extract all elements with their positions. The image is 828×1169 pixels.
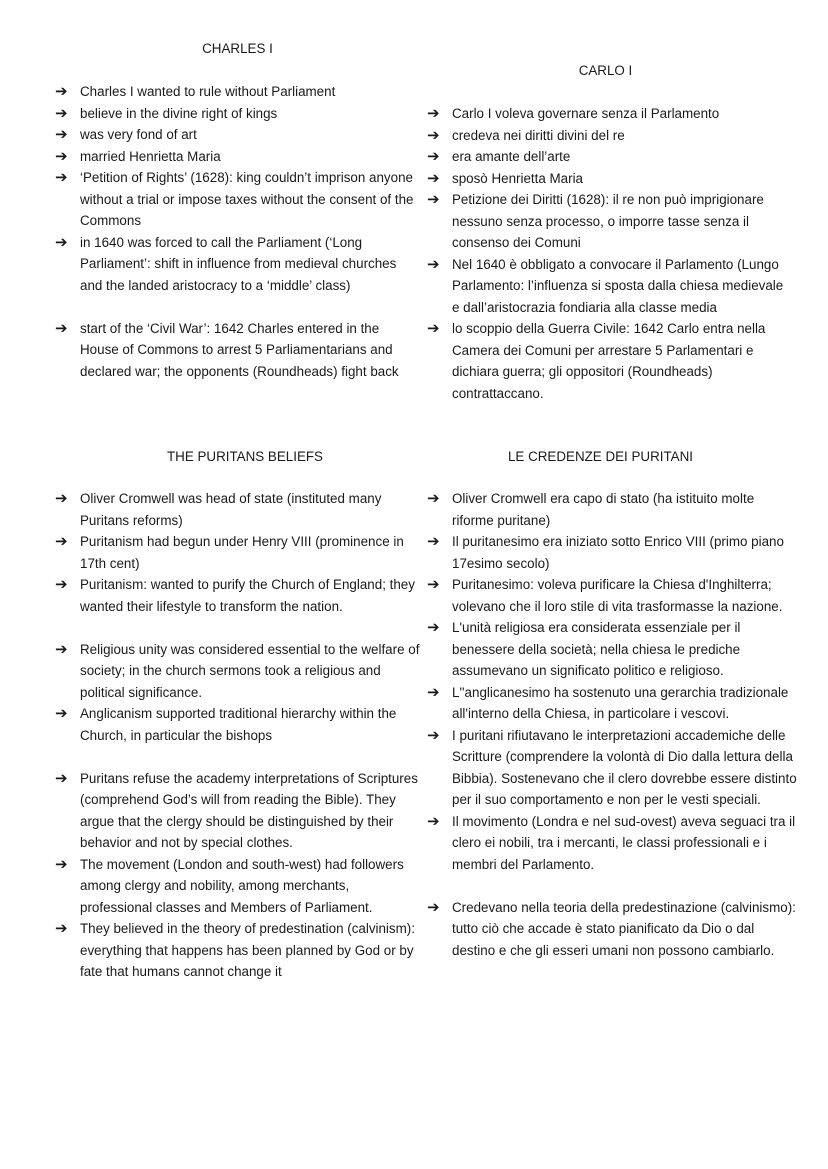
arrow-right-icon: ➔ (55, 104, 68, 122)
puritans-heading-en: THE PURITANS BELIEFS (166, 449, 323, 464)
arrow-right-icon: ➔ (427, 105, 440, 122)
list-item: ➔ Petizione dei Diritti (1628): il re non può imprigionare nessuno senza processo, o imporre tasse senza il consenso dei Comuni (427, 191, 764, 250)
list-item: ➔ credeva nei diritti divini del re (452, 125, 792, 147)
arrow-right-icon: ➔ (427, 169, 440, 187)
list-item: ➔ Il puritanesimo era iniziato sotto Enrico VIII (primo piano 17esimo secolo) (427, 533, 784, 571)
list-item: ➔ I puritani rifiutavano le interpretazioni accademiche delle Scritture (comprendere la volontà di Dio dalla lettura della Bibbia). Sostenevano che il clero dovrebbe essere distinto per il suo comportamento e non per le vesti speciali. (427, 726, 797, 807)
arrow-right-icon: ➔ (427, 490, 440, 507)
list-item: ➔ The movement (London and south-west) had followers among clergy and nobility, among merchants, professional classes and Members of Parliament. (55, 855, 404, 915)
list-item: ➔ Oliver Cromwell was head of state (instituted many Puritans reforms) (55, 490, 382, 528)
arrow-right-icon: ➔ (427, 898, 440, 916)
puritans-heading-it: LE CREDENZE DEI PURITANI (507, 449, 694, 464)
list-item: ➔ Credevano nella teoria della predestinazione (calvinismo): tutto ciò che accade è stato pianificato da Dio o dal destino e che gli esseri umani non possono cambiarlo. (427, 898, 796, 958)
charles-heading-it: CARLO I (578, 63, 633, 78)
list-item: ➔ Religious unity was considered essential to the welfare of society; in the church sermons took a religious and political significance. (55, 640, 420, 700)
list-item: ➔ L'unità religiosa era considerata essenziale per il benessere della società; nella chiesa le prediche assumevano un significato politico e religioso. (427, 619, 741, 678)
arrow-right-icon: ➔ (55, 169, 68, 186)
arrow-right-icon: ➔ (427, 126, 440, 144)
arrow-right-icon: ➔ (55, 920, 68, 937)
list-item: ➔ Puritanism: wanted to purify the Church of England; they wanted their lifestyle to transform the nation. (55, 576, 415, 614)
list-item: ➔ Nel 1640 è obbligato a convocare il Parlamento (Lungo Parlamento: l’influenza si sposta dalla chiesa medievale e dall’aristocrazia fondiaria alla classe media (427, 255, 784, 315)
arrow-right-icon: ➔ (55, 147, 68, 165)
charles-heading-en: CHARLES I (202, 41, 273, 56)
arrow-right-icon: ➔ (427, 726, 440, 744)
list-item: ➔ was very fond of art (80, 124, 420, 146)
list-item: ➔ Anglicanism supported traditional hierarchy within the Church, in particular the bishops (55, 705, 397, 743)
puritans-list-it (427, 488, 797, 961)
arrow-right-icon: ➔ (427, 683, 440, 701)
list-item: ➔ sposò Henrietta Maria (452, 168, 792, 190)
list-item: ➔ Puritans refuse the academy interpretations of Scriptures (comprehend God’s will from reading the Bible). They argue that the clergy should be distinguished by their behavior and not by special clothes. (55, 769, 418, 850)
arrow-right-icon: ➔ (55, 490, 68, 507)
list-item: ➔ ‘Petition of Rights’ (1628): king couldn’t imprison anyone without a trial or impose taxes without the consent of the Commons (55, 169, 414, 228)
arrow-right-icon: ➔ (55, 705, 68, 722)
list-item: ➔ era amante dell’arte (452, 146, 792, 168)
puritans-list-en (55, 488, 420, 983)
arrow-right-icon: ➔ (55, 640, 68, 658)
list-item: ➔ Puritanism had begun under Henry VIII (prominence in 17th cent) (55, 533, 404, 571)
arrow-right-icon: ➔ (55, 126, 68, 143)
list-item: ➔ They believed in the theory of predestination (calvinism): everything that happens has been planned by God or by fate that humans cannot change it (55, 920, 415, 979)
list-item: ➔ believe in the divine right of kings (80, 103, 420, 125)
list-item: ➔ married Henrietta Maria (80, 146, 420, 168)
arrow-right-icon: ➔ (55, 233, 68, 251)
arrow-right-icon: ➔ (55, 319, 68, 337)
arrow-right-icon: ➔ (427, 619, 440, 636)
arrow-right-icon: ➔ (55, 769, 68, 787)
list-item: ➔ lo scoppio della Guerra Civile: 1642 Carlo entra nella Camera dei Comuni per arrestare 5 Parlamentari e dichiara guerra; gli oppositori (Roundheads) contrattaccano. (427, 320, 766, 401)
list-item: ➔ start of the ‘Civil War’: 1642 Charles entered in the House of Commons to arrest 5 Parliamentarians and declared war; the opponents (Roundheads) fight back (55, 319, 399, 379)
arrow-right-icon: ➔ (427, 576, 440, 593)
list-item: ➔ Oliver Cromwell era capo di stato (ha istituito molte riforme puritane) (427, 490, 755, 528)
arrow-right-icon: ➔ (427, 812, 440, 830)
list-item: ➔ L''anglicanesimo ha sostenuto una gerarchia tradizionale all'interno della Chiesa, in particolare i vescovi. (427, 683, 789, 721)
arrow-right-icon: ➔ (55, 576, 68, 593)
arrow-right-icon: ➔ (427, 255, 440, 273)
arrow-right-icon: ➔ (427, 191, 440, 208)
list-item: ➔ Puritanesimo: voleva purificare la Chiesa d'Inghilterra; volevano che il loro stile di vita trasformasse la nazione. (427, 576, 783, 614)
arrow-right-icon: ➔ (55, 83, 68, 100)
list-item: ➔ in 1640 was forced to call the Parliament (‘Long Parliament’: shift in influence from medieval churches and the landed aristocracy to a ‘middle’ class) (55, 233, 397, 293)
charles-list-it (427, 103, 792, 404)
arrow-right-icon: ➔ (55, 533, 68, 550)
arrow-right-icon: ➔ (427, 533, 440, 550)
arrow-right-icon: ➔ (55, 855, 68, 873)
charles-list-en (55, 81, 420, 382)
list-item: ➔ Charles I wanted to rule without Parliament (80, 81, 420, 103)
list-item: ➔ Il movimento (Londra e nel sud-ovest) aveva seguaci tra il clero ei nobili, tra i mercanti, le classi professionali e i membri del Parlamento. (427, 812, 796, 872)
list-item: ➔ Carlo I voleva governare senza il Parlamento (452, 103, 792, 125)
arrow-right-icon: ➔ (427, 148, 440, 165)
arrow-right-icon: ➔ (427, 320, 440, 337)
